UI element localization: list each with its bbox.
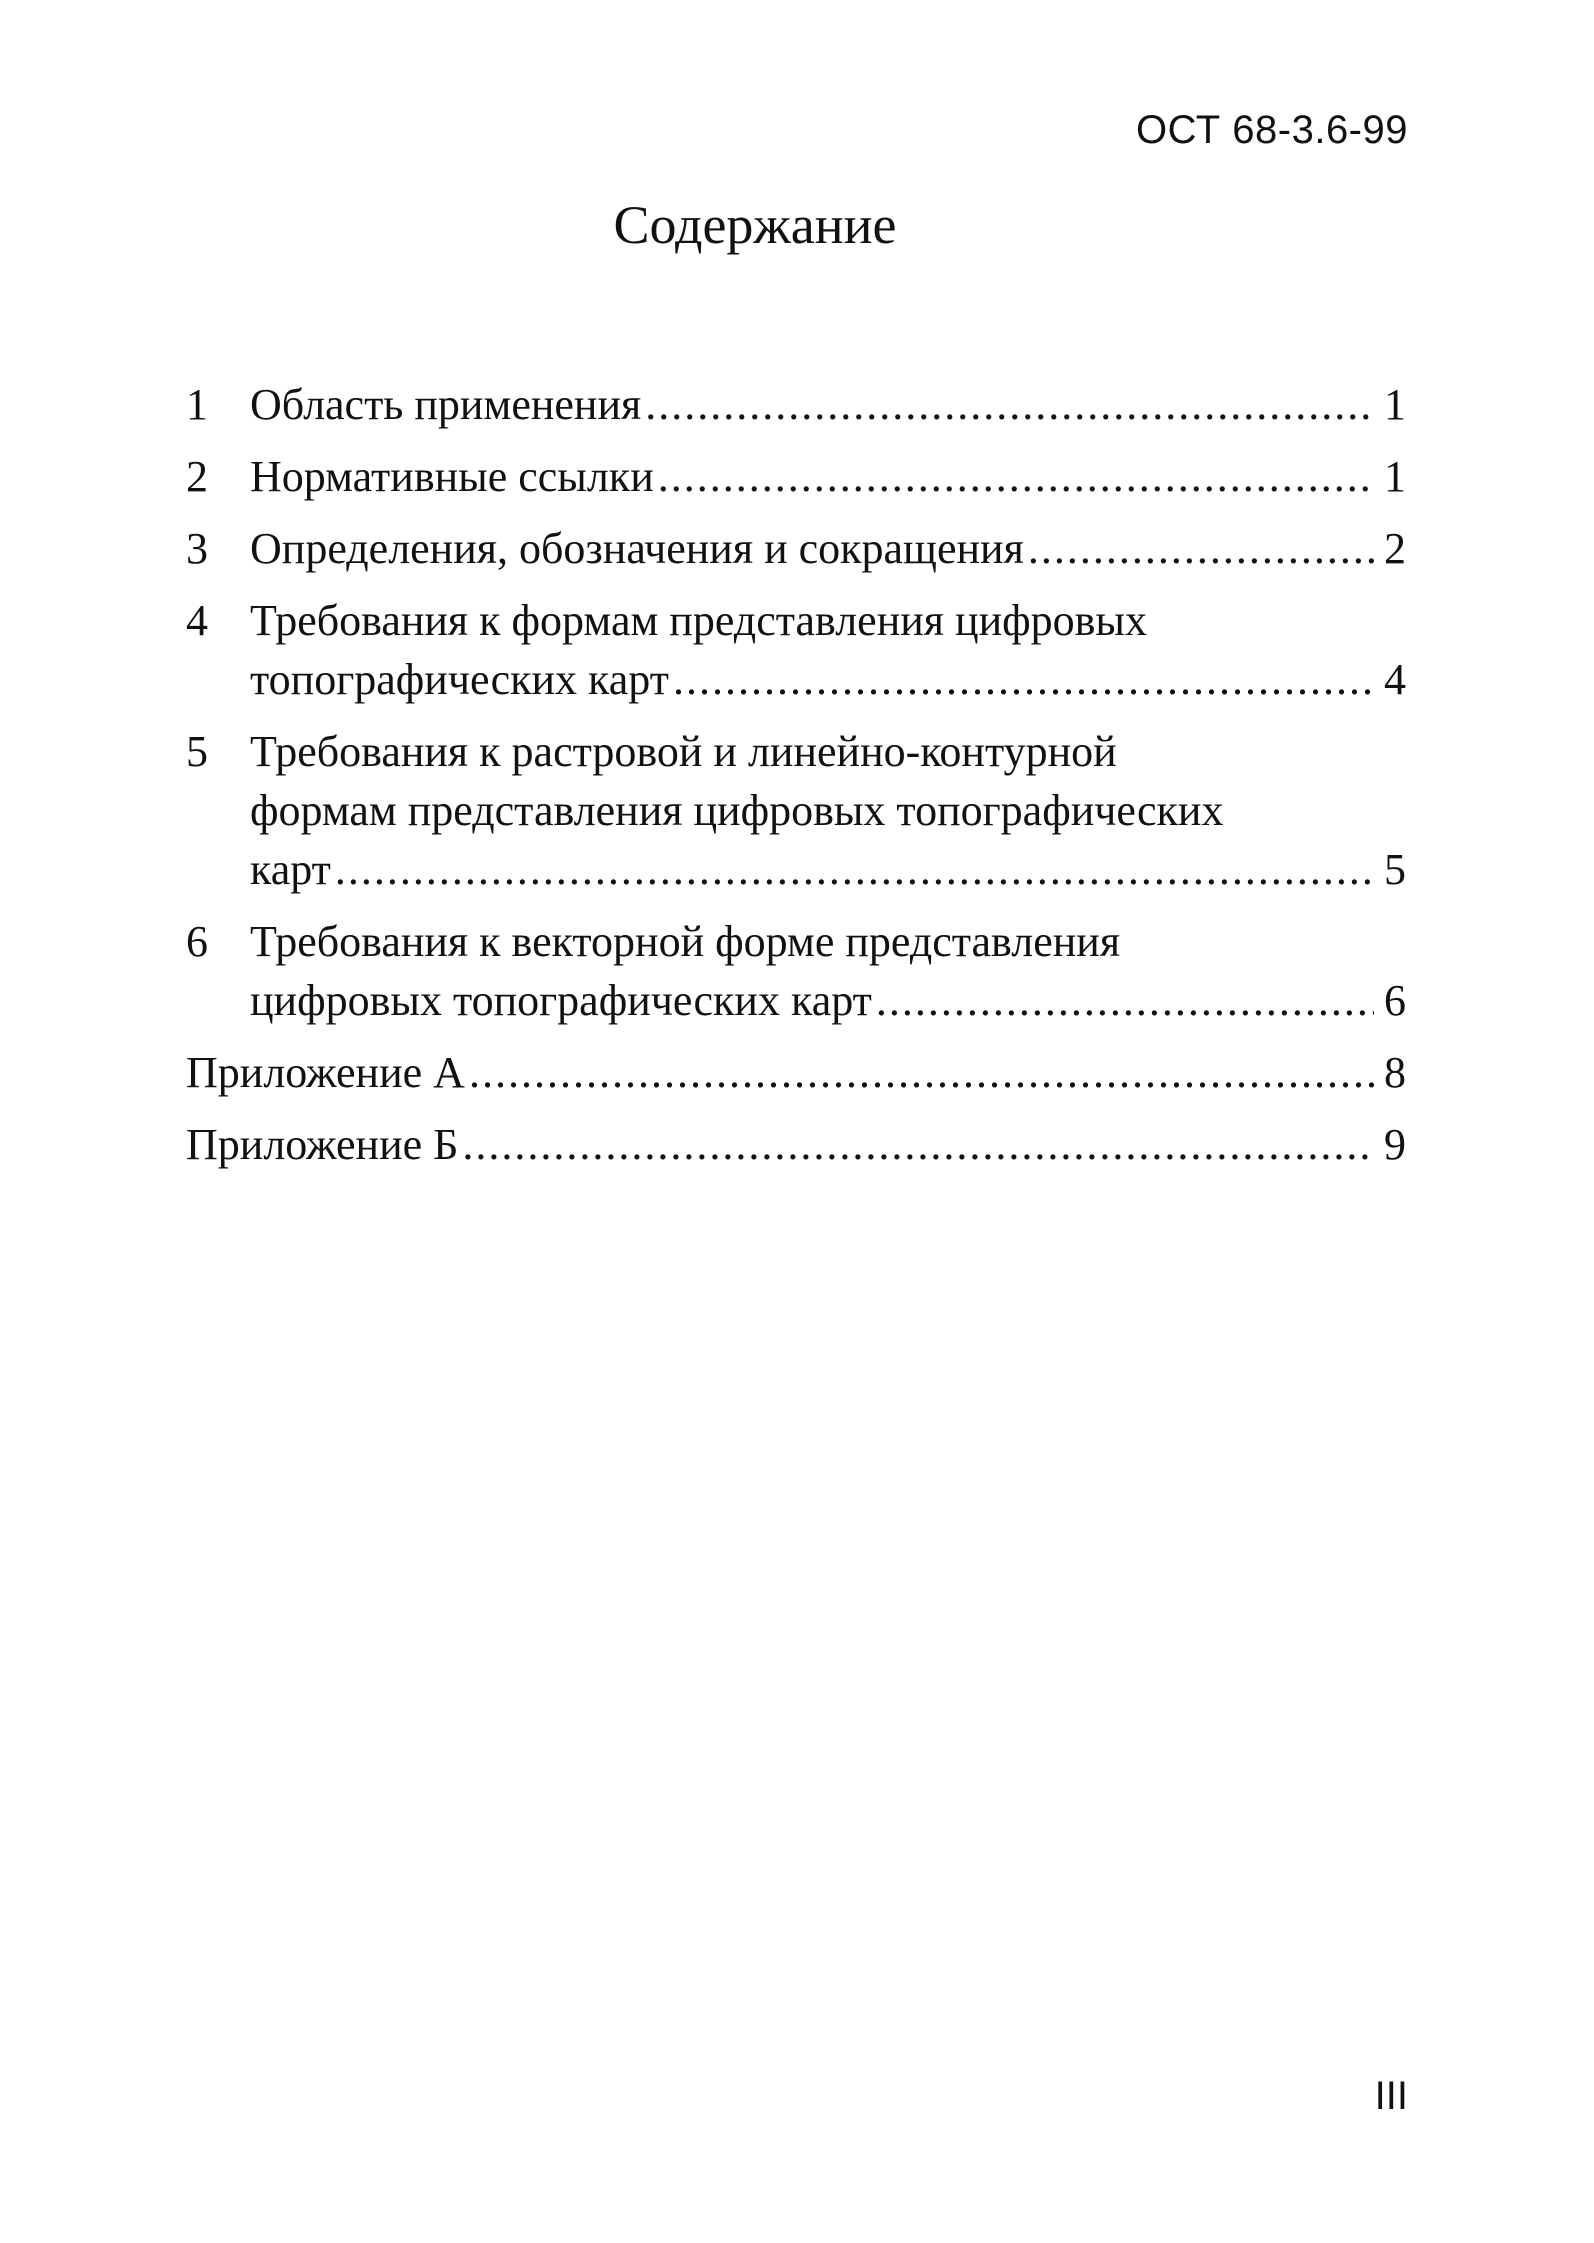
dot-leader	[469, 1043, 1374, 1102]
toc-entry-last-line	[250, 650, 1406, 709]
toc-entry-body	[186, 1115, 1406, 1174]
toc-entry-title-line: Определения, обозначения и сокращения	[250, 524, 1024, 573]
toc-entry-number: 5	[186, 727, 208, 776]
toc-entry	[186, 591, 1406, 709]
toc-entry-last-line	[186, 1115, 1406, 1174]
toc-entry	[186, 722, 1406, 899]
toc-entry-body	[250, 722, 1406, 899]
toc-entry-title-line: цифровых топографических карт	[250, 976, 872, 1025]
dot-leader	[1028, 519, 1374, 578]
toc-entry-title-line: формам представления цифровых топографических	[250, 786, 1224, 835]
toc-entry	[186, 1043, 1406, 1102]
toc-entry-last-line	[250, 519, 1406, 578]
toc-entry-title-line: Требования к растровой и линейно-контурной	[250, 727, 1117, 776]
toc-entry-body	[250, 447, 1406, 506]
toc-entry-body	[250, 591, 1406, 709]
toc-entry-last-line	[250, 447, 1406, 506]
document-code: ОСТ 68-3.6-99	[1136, 108, 1408, 152]
toc-entry-number: 1	[186, 380, 208, 429]
toc-entry-page: 4	[1384, 655, 1406, 704]
toc-entry	[186, 375, 1406, 434]
toc-entry-title-line: Требования к формам представления цифровых	[250, 596, 1147, 645]
toc-entry-last-line	[250, 840, 1406, 899]
toc-entry-number: 2	[186, 452, 208, 501]
toc-entry-title-line: карт	[250, 845, 331, 894]
toc-entry-title-line: Требования к векторной форме представления	[250, 917, 1121, 966]
toc-entry-body	[250, 519, 1406, 578]
toc-entry	[186, 447, 1406, 506]
page-number: III	[1374, 2074, 1408, 2118]
toc-entry-page: 8	[1384, 1048, 1406, 1097]
table-of-contents	[186, 375, 1406, 1187]
dot-leader	[645, 375, 1374, 434]
toc-entry-page: 5	[1384, 845, 1406, 894]
toc-entry-page: 2	[1384, 524, 1406, 573]
toc-entry-page: 9	[1384, 1120, 1406, 1169]
toc-title: Содержание	[613, 195, 897, 255]
toc-entry	[186, 519, 1406, 578]
toc-entry-number: 4	[186, 596, 208, 645]
dot-leader	[673, 650, 1374, 709]
toc-entry-title-line: Приложение Б	[186, 1120, 459, 1169]
dot-leader	[335, 840, 1374, 899]
toc-entry	[186, 1115, 1406, 1174]
dot-leader	[658, 447, 1374, 506]
toc-entry-body	[250, 912, 1406, 1030]
toc-entry-title-line: топографических карт	[250, 655, 669, 704]
toc-entry-title-line: Нормативные ссылки	[250, 452, 654, 501]
toc-entry-body	[186, 1043, 1406, 1102]
dot-leader	[462, 1115, 1374, 1174]
toc-entry-number: 3	[186, 524, 208, 573]
toc-entry-body	[250, 375, 1406, 434]
toc-entry	[186, 912, 1406, 1030]
toc-entry-title-line: Приложение А	[186, 1048, 465, 1097]
toc-entry-last-line	[250, 375, 1406, 434]
dot-leader	[876, 971, 1374, 1030]
toc-entry-number: 6	[186, 917, 208, 966]
toc-entry-last-line	[186, 1043, 1406, 1102]
toc-entry-page: 6	[1384, 976, 1406, 1025]
toc-entry-page: 1	[1384, 380, 1406, 429]
toc-entry-last-line	[250, 971, 1406, 1030]
toc-entry-page: 1	[1384, 452, 1406, 501]
toc-entry-title-line: Область применения	[250, 380, 642, 429]
